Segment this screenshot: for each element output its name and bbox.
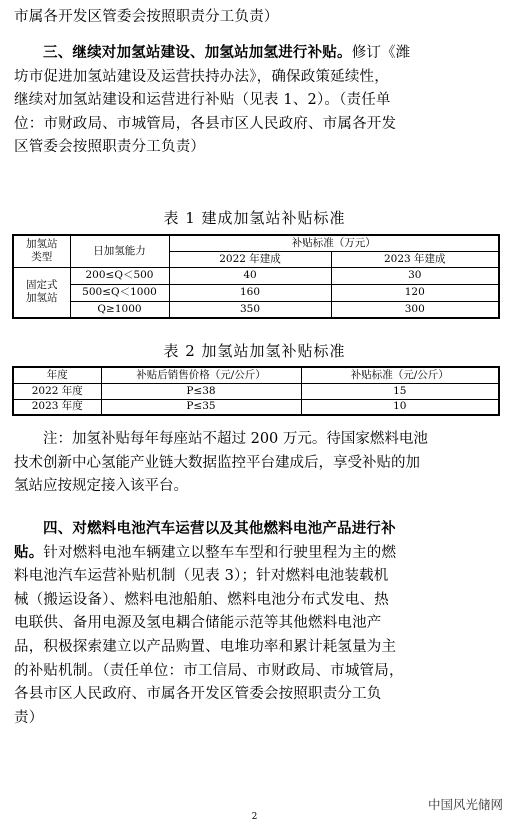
table-row <box>13 284 499 301</box>
table-row <box>13 301 499 318</box>
table1-cell-2023: 30 <box>331 267 499 284</box>
table-row <box>13 267 499 284</box>
table1-cell-2022: 350 <box>169 301 331 318</box>
table1-caption: 表 1 建成加氢站补贴标准 <box>163 209 346 227</box>
table1-row-type: 固定式 加氢站 <box>13 267 70 318</box>
intro-line: 市属各开发区管委会按照职责分工负责） <box>14 9 279 25</box>
note-line: 氢站应按规定接入该平台。 <box>14 478 188 495</box>
table2-cell-year: 2023 年度 <box>13 399 101 415</box>
section4-line: 品，积极探索建立以产品购置、电堆功率和累计耗氢量为主 <box>14 638 397 655</box>
table1-header-2023: 2023 年建成 <box>331 251 499 267</box>
intro-paragraph <box>14 6 498 30</box>
section4-line: 的补贴机制。（责任单位：市工信局、市财政局、市城管局， <box>14 662 404 679</box>
section3-first-line <box>14 41 498 66</box>
section4-line: 各县市区人民政府、市属各开发区管委会按照职责分工负 <box>14 686 382 703</box>
section4-line: 料电池汽车运营补贴机制（见表 3）；针对燃料电池装载机 <box>14 568 389 585</box>
watermark-logo: 中国风光储网 <box>427 797 503 812</box>
table2-caption: 表 2 加氢站加氢补贴标准 <box>163 342 346 360</box>
table2-cell-standard: 15 <box>301 383 499 399</box>
table1 <box>12 234 500 319</box>
section4-second-line <box>14 541 498 566</box>
table2 <box>12 366 500 416</box>
section3-line: 坊市促进加氢站建设及运营扶持办法》，确保政策延续性， <box>14 68 389 85</box>
table1-cell-capacity: 500≤Q＜1000 <box>70 284 169 301</box>
table1-header-subsidy: 补贴标准（万元） <box>169 235 499 251</box>
table2-cell-price: P≤35 <box>101 399 301 415</box>
section3-line: 区管委会按照职责分工负责） <box>14 139 206 156</box>
table-row <box>13 399 499 415</box>
table2-cell-year: 2022 年度 <box>13 383 101 399</box>
section4-paragraph <box>14 517 498 730</box>
section4-line: 电联供、备用电源及氢电耦合储能示范等其他燃料电池产 <box>14 615 382 632</box>
table2-header-standard: 补贴标准（元/公斤） <box>301 367 499 383</box>
table1-header-capacity: 日加氢能力 <box>70 235 169 267</box>
section3-first-line-rest: 修订《潍 <box>351 45 411 61</box>
section3-line: 继续对加氢站建设和运营进行补贴（见表 1、2）。（责任单 <box>14 92 391 109</box>
table1-header-type: 加氢站 类型 <box>13 235 70 267</box>
table2-cell-standard: 10 <box>301 399 499 415</box>
table1-cell-2022: 160 <box>169 284 331 301</box>
table1-cell-capacity: 200≤Q＜500 <box>70 267 169 284</box>
table1-header-2022: 2022 年建成 <box>169 251 331 267</box>
section4-heading: 四、对燃料电池汽车运营以及其他燃料电池产品进行补 <box>43 520 396 537</box>
table-note <box>14 428 498 499</box>
table2-cell-price: P≤38 <box>101 383 301 399</box>
section4-heading-end: 贴。 <box>14 543 44 561</box>
table1-cell-capacity: Q≥1000 <box>70 301 169 318</box>
section3-paragraph <box>14 41 498 160</box>
table-row <box>13 383 499 399</box>
section3-line: 位：市财政局、市城管局，各县市区人民政府、市属各开发 <box>14 115 397 132</box>
note-line: 技术创新中心氢能产业链大数据监控平台建成后，享受补贴的加 <box>14 454 420 471</box>
page-number: 2 <box>251 812 258 822</box>
section4-line: 械（搬运设备）、燃料电池船舶、燃料电池分布式发电、热 <box>14 591 389 608</box>
note-line: 注：加氢补贴每年每座站不超过 200 万元。待国家燃料电池 <box>43 431 428 447</box>
section4-line: 责） <box>14 709 44 726</box>
table2-header-year: 年度 <box>13 367 101 383</box>
section3-heading: 三、继续对加氢站建设、加氢站加氢进行补贴。 <box>43 44 352 61</box>
table1-cell-2023: 300 <box>331 301 499 318</box>
table1-cell-2023: 120 <box>331 284 499 301</box>
section4-second-line-rest: 针对燃料电池车辆建立以整车车型和行驶里程为主的燃 <box>43 544 397 561</box>
table1-cell-2022: 40 <box>169 267 331 284</box>
table2-header-price: 补贴后销售价格（元/公斤） <box>101 367 301 383</box>
